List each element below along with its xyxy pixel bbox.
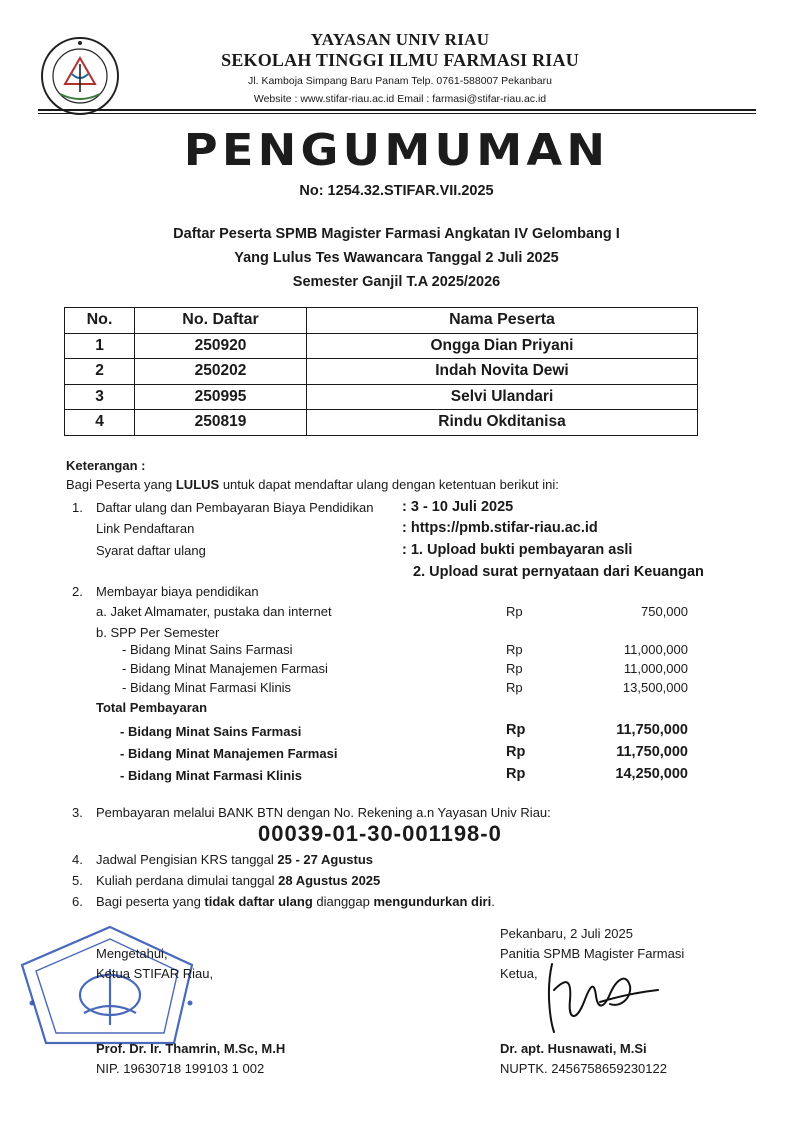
sign-left-id: NIP. 19630718 199103 1 002 bbox=[96, 1061, 265, 1076]
item-5-number: 5. bbox=[72, 873, 83, 888]
sign-right-committee: Panitia SPMB Magister Farmasi bbox=[500, 946, 685, 961]
total-line-currency: Rp bbox=[506, 744, 526, 760]
cell-reg-no: 250920 bbox=[135, 333, 307, 359]
total-line-amount: 11,750,000 bbox=[616, 744, 688, 760]
total-line-currency: Rp bbox=[506, 766, 526, 782]
total-line-label: - Bidang Minat Farmasi Klinis bbox=[120, 768, 303, 783]
fee-jacket-amount: 750,000 bbox=[641, 604, 688, 619]
spp-line-amount: 11,000,000 bbox=[623, 661, 688, 676]
letterhead-contact: Website : www.stifar-riau.ac.id Email : farmasi@stifar-riau.ac.id bbox=[253, 93, 547, 105]
total-label: Total Pembayaran bbox=[96, 700, 208, 715]
sign-left-name: Prof. Dr. Ir. Thamrin, M.Sc, M.H bbox=[96, 1041, 286, 1056]
letterhead-address: Jl. Kamboja Simpang Baru Panam Telp. 0761-588007 Pekanbaru bbox=[248, 75, 552, 87]
letterhead-school: SEKOLAH TINGGI ILMU FARMASI RIAU bbox=[221, 50, 579, 70]
spp-line-amount: 11,000,000 bbox=[623, 642, 688, 657]
bank-account-number: 00039-01-30-001198-0 bbox=[258, 821, 502, 846]
spp-label: b. SPP Per Semester bbox=[96, 625, 220, 640]
cell-no: 2 bbox=[65, 359, 135, 385]
table-header-row bbox=[65, 308, 698, 334]
requirement-label: Syarat daftar ulang bbox=[96, 543, 206, 558]
cell-name: Rindu Okditanisa bbox=[307, 410, 698, 436]
link-label: Link Pendaftaran bbox=[96, 521, 195, 536]
official-stamp bbox=[14, 925, 206, 1047]
notes-intro: Bagi Peserta yang LULUS untuk dapat mendaftar ulang dengan ketentuan berikut ini: bbox=[66, 477, 559, 492]
cell-name: Ongga Dian Priyani bbox=[307, 333, 698, 359]
column-header-no: No. bbox=[65, 308, 135, 334]
letterhead-rule-thin bbox=[38, 113, 756, 114]
cell-name: Indah Novita Dewi bbox=[307, 359, 698, 385]
sign-right-name: Dr. apt. Husnawati, M.Si bbox=[500, 1041, 647, 1056]
cell-reg-no: 250995 bbox=[135, 384, 307, 410]
table-row bbox=[65, 384, 698, 410]
spp-line-currency: Rp bbox=[506, 661, 523, 676]
item-3-number: 3. bbox=[72, 805, 83, 820]
spp-line-currency: Rp bbox=[506, 680, 523, 695]
total-line-currency: Rp bbox=[506, 722, 526, 738]
total-line-amount: 14,250,000 bbox=[615, 766, 688, 782]
spp-line-label: - Bidang Minat Farmasi Klinis bbox=[122, 680, 292, 695]
total-line-amount: 11,750,000 bbox=[616, 722, 688, 738]
item-1-number: 1. bbox=[72, 500, 83, 515]
cell-no: 4 bbox=[65, 410, 135, 436]
table-row bbox=[65, 333, 698, 359]
sign-right-place-date: Pekanbaru, 2 Juli 2025 bbox=[500, 926, 633, 941]
requirement-1: : 1. Upload bukti pembayaran asli bbox=[402, 542, 633, 558]
subtitle-line-3: Semester Ganjil T.A 2025/2026 bbox=[292, 274, 501, 290]
letterhead-org: YAYASAN UNIV RIAU bbox=[310, 30, 490, 49]
item-4-number: 4. bbox=[72, 852, 83, 867]
column-header-reg-no: No. Daftar bbox=[135, 308, 307, 334]
table-row bbox=[65, 359, 698, 385]
cell-reg-no: 250819 bbox=[135, 410, 307, 436]
subtitle-line-2: Yang Lulus Tes Wawancara Tanggal 2 Juli 2025 bbox=[234, 250, 559, 266]
item-2-label: Membayar biaya pendidikan bbox=[96, 584, 259, 599]
cell-name: Selvi Ulandari bbox=[307, 384, 698, 410]
item-5-text: Kuliah perdana dimulai tanggal 28 Agustus 2025 bbox=[96, 873, 381, 888]
registration-link: : https://pmb.stifar-riau.ac.id bbox=[402, 520, 598, 536]
column-header-name: Nama Peserta bbox=[307, 308, 698, 334]
requirement-2: 2. Upload surat pernyataan dari Keuangan bbox=[413, 564, 704, 580]
item-6-text: Bagi peserta yang tidak daftar ulang dianggap mengundurkan diri. bbox=[96, 894, 495, 909]
cell-no: 1 bbox=[65, 333, 135, 359]
sign-left-line2: Ketua STIFAR Riau, bbox=[96, 966, 214, 981]
total-line-label: - Bidang Minat Manajemen Farmasi bbox=[120, 746, 338, 761]
sign-right-id: NUPTK. 2456758659230122 bbox=[500, 1061, 667, 1076]
subtitle-line-1: Daftar Peserta SPMB Magister Farmasi Angkatan IV Gelombang I bbox=[173, 226, 620, 242]
notes-heading: Keterangan : bbox=[66, 458, 146, 473]
sign-right-role: Ketua, bbox=[500, 966, 538, 981]
participant-table bbox=[64, 307, 698, 436]
total-line-label: - Bidang Minat Sains Farmasi bbox=[120, 724, 302, 739]
item-4-text: Jadwal Pengisian KRS tanggal 25 - 27 Agustus bbox=[96, 852, 373, 867]
handwritten-signature bbox=[540, 950, 660, 1042]
cell-reg-no: 250202 bbox=[135, 359, 307, 385]
spp-line-label: - Bidang Minat Sains Farmasi bbox=[122, 642, 293, 657]
item-2-number: 2. bbox=[72, 584, 83, 599]
sign-left-line1: Mengetahui, bbox=[96, 946, 168, 961]
document-number: No: 1254.32.STIFAR.VII.2025 bbox=[299, 183, 494, 199]
spp-line-currency: Rp bbox=[506, 642, 523, 657]
announcement-title: PENGUMUMAN bbox=[183, 125, 610, 176]
cell-no: 3 bbox=[65, 384, 135, 410]
spp-line-amount: 13,500,000 bbox=[622, 680, 688, 695]
item-1-date: : 3 - 10 Juli 2025 bbox=[402, 499, 514, 515]
spp-line-label: - Bidang Minat Manajemen Farmasi bbox=[122, 661, 328, 676]
item-3-text: Pembayaran melalui BANK BTN dengan No. Rekening a.n Yayasan Univ Riau: bbox=[96, 805, 551, 820]
item-6-number: 6. bbox=[72, 894, 83, 909]
letterhead-rule bbox=[38, 109, 756, 111]
item-1-label: Daftar ulang dan Pembayaran Biaya Pendidikan bbox=[96, 500, 374, 515]
fee-jacket-currency: Rp bbox=[506, 604, 523, 619]
institution-logo bbox=[38, 34, 122, 118]
fee-jacket-label: a. Jaket Almamater, pustaka dan internet bbox=[96, 604, 332, 619]
table-row bbox=[65, 410, 698, 436]
